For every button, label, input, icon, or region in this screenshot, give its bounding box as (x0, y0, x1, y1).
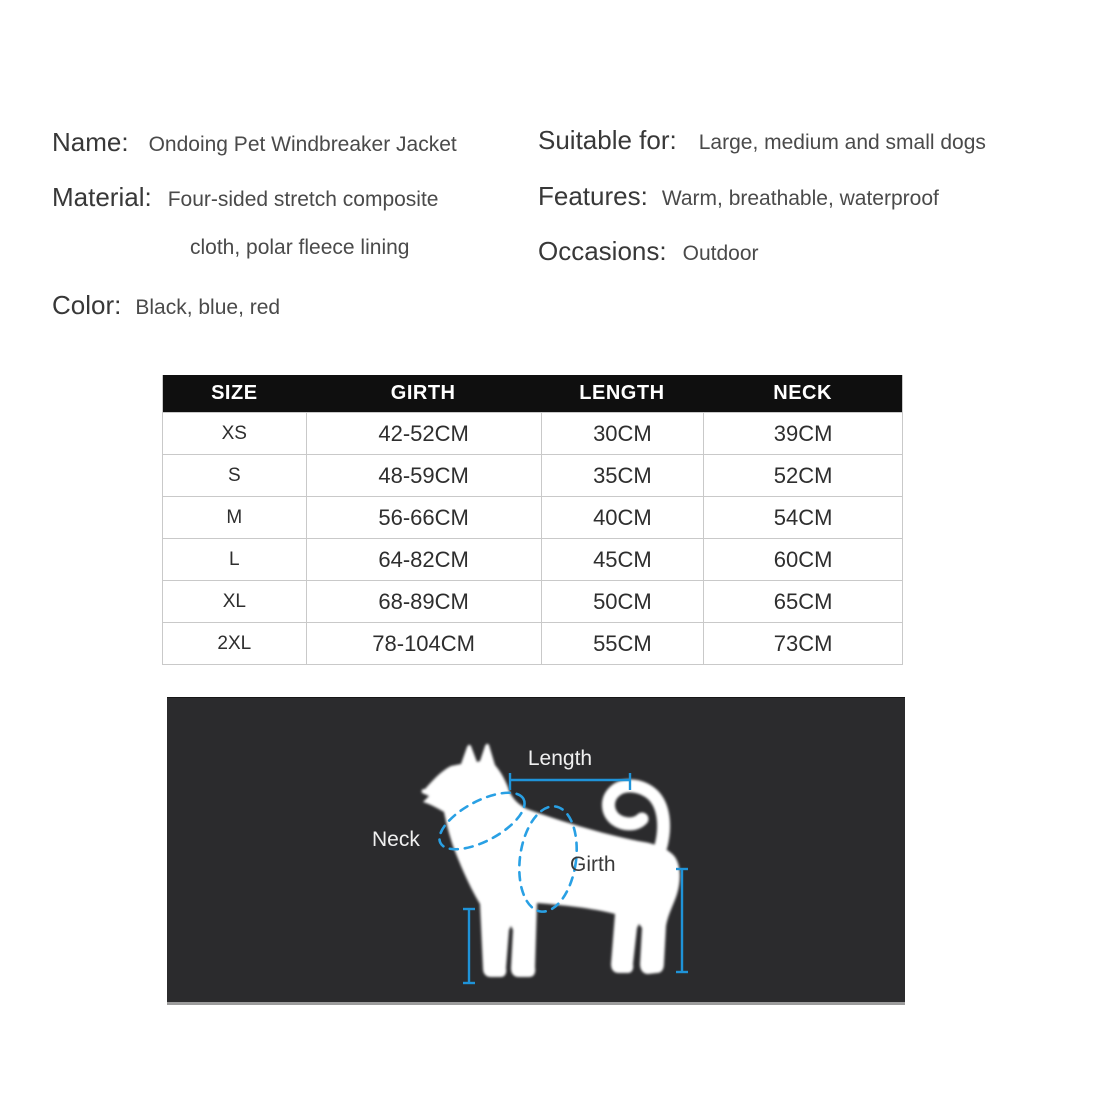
table-cell: M (163, 496, 306, 538)
table-cell: 39CM (703, 412, 902, 454)
length-label: Length (527, 747, 593, 770)
color-value: Black, blue, red (135, 296, 281, 319)
neck-label: Neck (372, 828, 420, 851)
info-row-occasions (538, 236, 759, 267)
table-cell: 42-52CM (306, 412, 541, 454)
table-cell: 45CM (541, 538, 704, 580)
table-cell: 78-104CM (306, 622, 541, 664)
table-cell: 35CM (541, 454, 704, 496)
material-label: Material: (52, 182, 152, 212)
dog-body (422, 744, 680, 977)
occasions-value: Outdoor (682, 242, 759, 265)
size-table (162, 375, 903, 665)
name-label: Name: (52, 127, 129, 157)
table-cell: 40CM (541, 496, 704, 538)
dog-silhouette (422, 744, 680, 977)
table-cell: 73CM (703, 622, 902, 664)
table-cell: 2XL (163, 622, 306, 664)
table-cell: 52CM (703, 454, 902, 496)
dog-measurement-svg (167, 698, 905, 1002)
info-row-suitable-for (538, 125, 986, 156)
front-height-measure-line (463, 909, 475, 983)
table-cell: 65CM (703, 580, 902, 622)
table-cell: S (163, 454, 306, 496)
name-value: Ondoing Pet Windbreaker Jacket (148, 133, 457, 156)
measurement-diagram (167, 697, 905, 1005)
color-label: Color: (52, 290, 122, 320)
material-value: Four-sided stretch composite (167, 188, 439, 211)
table-cell: 54CM (703, 496, 902, 538)
table-cell: 30CM (541, 412, 704, 454)
features-label: Features: (538, 181, 648, 211)
table-header-length: LENGTH (541, 375, 704, 412)
suitable-for-label: Suitable for: (538, 125, 677, 155)
table-cell: 48-59CM (306, 454, 541, 496)
occasions-label: Occasions: (538, 236, 667, 266)
table-header-size: SIZE (163, 375, 306, 412)
info-row-name (52, 127, 457, 158)
info-row-color (52, 290, 280, 321)
material-value-line2: cloth, polar fleece lining (190, 236, 410, 259)
table-cell: 50CM (541, 580, 704, 622)
table-cell: 55CM (541, 622, 704, 664)
table-cell: 60CM (703, 538, 902, 580)
table-cell: XL (163, 580, 306, 622)
table-cell: L (163, 538, 306, 580)
table-cell: XS (163, 412, 306, 454)
table-cell: 56-66CM (306, 496, 541, 538)
info-row-material (52, 182, 438, 213)
table-header-neck: NECK (703, 375, 902, 412)
table-header-girth: GIRTH (306, 375, 541, 412)
suitable-for-value: Large, medium and small dogs (698, 131, 986, 154)
features-value: Warm, breathable, waterproof (661, 187, 939, 210)
table-cell: 64-82CM (306, 538, 541, 580)
table-cell: 68-89CM (306, 580, 541, 622)
girth-label: Girth (570, 853, 616, 876)
info-row-features (538, 181, 939, 212)
